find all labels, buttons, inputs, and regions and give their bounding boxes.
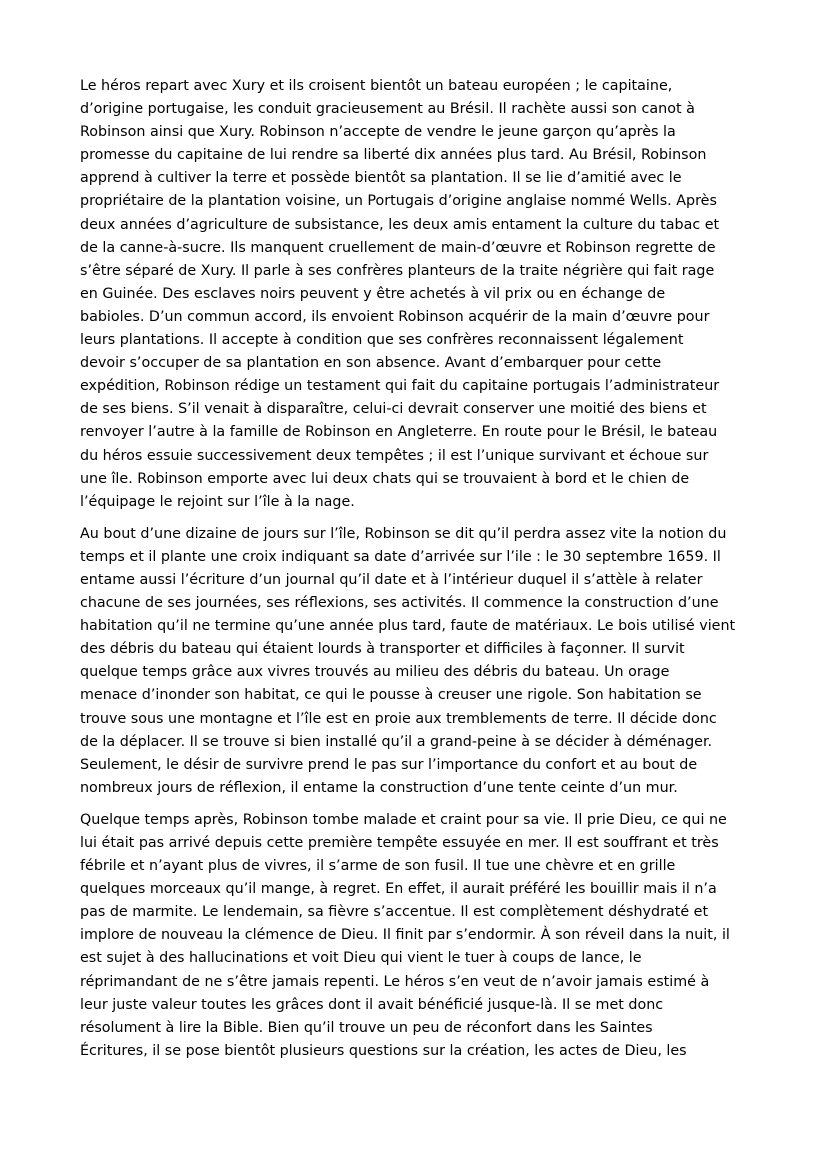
body-paragraph [80, 523, 762, 800]
text-line: Quelque temps après, Robinson tombe malade et craint pour sa vie. Il prie Dieu, ce qui ne [80, 811, 727, 828]
text-line: promesse du capitaine de lui rendre sa liberté dix années plus tard. Au Brésil, Robinson [80, 147, 707, 164]
text-line: en Guinée. Des esclaves noirs peuvent y être achetés à vil prix ou en échange de [80, 285, 666, 302]
text-line: temps et il plante une croix indiquant sa date d’arrivée sur l’ile : le 30 septembre 1659. Il [80, 548, 721, 565]
text-line: de ses biens. S’il venait à disparaître, celui-ci devrait conserver une moitié des biens et [80, 401, 707, 418]
text-line: lui était pas arrivé depuis cette première tempête essuyée en mer. Il est souffrant et très [80, 835, 719, 851]
text-line: apprend à cultiver la terre et possède bientôt sa plantation. Il se lie d’amitié avec le [80, 170, 682, 187]
text-line: Au bout d’une dizaine de jours sur l’île, Robinson se dit qu’il perdra assez vite la notion du [80, 525, 727, 542]
text-line: l’équipage le rejoint sur l’île à la nage. [80, 493, 355, 510]
text-line: du héros essuie successivement deux tempêtes ; il est l’unique survivant et échoue sur [80, 447, 709, 464]
text-line: est sujet à des hallucinations et voit Dieu qui vient le tuer à coups de lance, le [80, 950, 642, 967]
text-line: une île. Robinson emporte avec lui deux chats qui se trouvaient à bord et le chien de [80, 470, 690, 487]
text-line: d’origine portugaise, les conduit gracieusement au Brésil. Il rachète aussi son canot à [80, 101, 695, 118]
text-line: chacune de ses journées, ses réflexions, ses activités. Il commence la construction d’une [80, 595, 719, 612]
body-paragraph [80, 75, 762, 514]
text-line: Écritures, il se pose bientôt plusieurs questions sur la création, les actes de Dieu, les [80, 1042, 687, 1059]
text-line: Robinson ainsi que Xury. Robinson n’accepte de vendre le jeune garçon qu’après la [80, 124, 676, 141]
text-line: s’être séparé de Xury. Il parle à ses confrères planteurs de la traite négrière qui fait rage [80, 262, 715, 279]
text-line: quelque temps grâce aux vivres trouvés au milieu des débris du bateau. Un orage [80, 664, 670, 681]
text-line: babioles. D’un commun accord, ils envoient Robinson acquérir de la main d’œuvre pour [80, 308, 710, 325]
text-line: deux années d’agriculture de subsistance, les deux amis entament la culture du tabac et [80, 216, 720, 233]
text-line: leurs plantations. Il accepte à condition que ses confrères reconnaissent légalement [80, 332, 684, 349]
text-line: de la canne-à-sucre. Ils manquent cruellement de main-d’œuvre et Robinson regrette de [80, 239, 716, 256]
text-line: habitation qu’il ne termine qu’une année plus tard, faute de matériaux. Le bois utilisé vient [80, 618, 736, 635]
text-line: nombreux jours de réflexion, il entame la construction d’une tente ceinte d’un mur. [80, 779, 678, 796]
text-line: leur juste valeur toutes les grâces dont il avait bénéficié jusque-là. Il se met donc [80, 996, 664, 1013]
text-line: menace d’inonder son habitat, ce qui le pousse à creuser une rigole. Son habitation se [80, 687, 702, 704]
text-line: fébrile et n’ayant plus de vivres, il s’arme de son fusil. Il tue une chèvre et en grille [80, 858, 676, 875]
text-line: de la déplacer. Il se trouve si bien installé qu’il a grand-peine à se décider à déménager. [80, 733, 713, 750]
text-line: entame aussi l’écriture d’un journal qu’il date et à l’intérieur duquel il s’attèle à relater [80, 571, 703, 588]
text-line: Seulement, le désir de survivre prend le pas sur l’importance du confort et au bout de [80, 756, 698, 773]
text-line: propriétaire de la plantation voisine, un Portugais d’origine anglaise nommé Wells. Après [80, 193, 717, 210]
text-line: pas de marmite. Le lendemain, sa fièvre s’accentue. Il est complètement déshydraté et [80, 904, 709, 921]
text-line: des débris du bateau qui étaient lourds à transporter et difficiles à façonner. Il survit [80, 641, 685, 658]
text-line: Le héros repart avec Xury et ils croisent bientôt un bateau européen ; le capitaine, [80, 78, 673, 94]
document-page [80, 75, 762, 1072]
text-line: renvoyer l’autre à la famille de Robinson en Angleterre. En route pour le Brésil, le bateau [80, 424, 718, 441]
text-line: implore de nouveau la clémence de Dieu. Il finit par s’endormir. À son réveil dans la nuit, il [80, 927, 730, 944]
body-paragraph [80, 809, 762, 1063]
text-line: devoir s’occuper de sa plantation en son absence. Avant d’embarquer pour cette [80, 355, 662, 372]
text-line: expédition, Robinson rédige un testament qui fait du capitaine portugais l’administrateur [80, 378, 720, 395]
text-line: résolument à lire la Bible. Bien qu’il trouve un peu de réconfort dans les Saintes [80, 1019, 653, 1036]
text-line: quelques morceaux qu’il mange, à regret. En effet, il aurait préféré les bouillir mais il n’a [80, 881, 717, 898]
text-line: trouve sous une montagne et l’île est en proie aux tremblements de terre. Il décide donc [80, 710, 717, 727]
text-line: réprimandant de ne s’être jamais repenti. Le héros s’en veut de n’avoir jamais estimé à [80, 973, 710, 990]
